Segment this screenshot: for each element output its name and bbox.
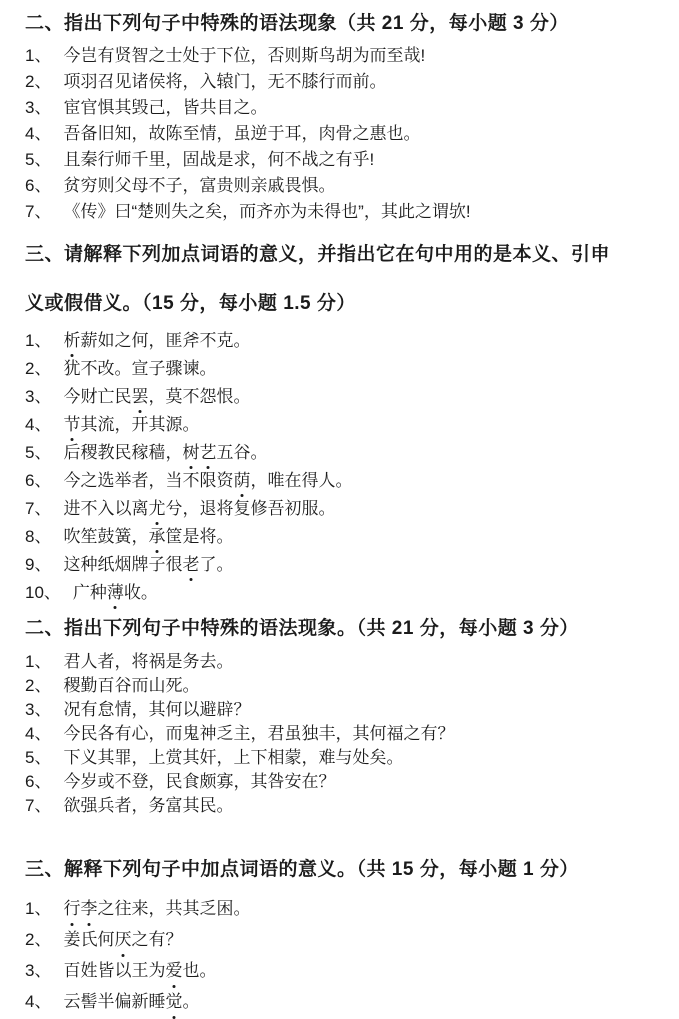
exercise-item — [25, 551, 659, 579]
item-number: 7、 — [25, 796, 52, 815]
exercise-item — [25, 893, 659, 924]
exercise-item — [25, 43, 659, 69]
emphasized-char: 厌 — [114, 924, 131, 955]
item-number: 7、 — [25, 499, 52, 518]
exercise-item — [25, 523, 659, 551]
item-number: 3、 — [25, 961, 52, 980]
item-number: 3、 — [25, 98, 52, 117]
item-text: 宦官惧其毁己，皆共目之。 — [63, 98, 268, 117]
exercise-item — [25, 147, 659, 173]
emphasized-char: 节 — [63, 411, 80, 439]
section-grammar-exercise-1 — [25, 10, 659, 225]
item-text: 下义其罪，上赏其奸，上下相蒙，难与处矣。 — [63, 748, 404, 767]
emphasized-char: 树 — [182, 439, 199, 467]
emphasized-char: 李 — [80, 893, 97, 924]
item-number: 8、 — [25, 527, 52, 546]
section-heading-line-2: 义或假借义。（15 分，每小题 1.5 分） — [25, 293, 356, 314]
item-number: 4、 — [25, 992, 52, 1011]
emphasized-char: 析 — [63, 327, 80, 355]
exercise-item — [25, 794, 659, 818]
exercise-item — [25, 955, 659, 986]
item-text: 项羽召见诸侯将，入辕门，无不膝行而前。 — [63, 72, 387, 91]
exercise-item — [25, 121, 659, 147]
item-text: 节其流，开其源。 — [63, 415, 199, 434]
item-number: 10、 — [25, 583, 61, 602]
section-heading-line-1: 三、请解释下列加点词语的意义，并指出它在句中用的是本义、引申 — [25, 244, 611, 265]
emphasized-char: 觉 — [165, 986, 182, 1017]
exercise-item — [25, 355, 659, 383]
item-text: 今岂有贤智之士处于下位，否则斯鸟胡为而至哉! — [63, 46, 426, 65]
item-text: 析薪如之何，匪斧不克。 — [63, 331, 250, 350]
exercise-item — [25, 495, 659, 523]
exercise-item — [25, 327, 659, 355]
section-grammar-exercise-2 — [25, 615, 659, 818]
item-number: 2、 — [25, 676, 52, 695]
item-text: 贫穷则父母不子，富贵则亲戚畏惧。 — [63, 176, 336, 195]
exercise-item — [25, 674, 659, 698]
exercise-item — [25, 650, 659, 674]
emphasized-char: 荫 — [233, 467, 250, 495]
item-list — [25, 327, 659, 607]
item-number: 1、 — [25, 899, 52, 918]
item-number: 1、 — [25, 331, 52, 350]
exercise-item — [25, 467, 659, 495]
exercise-item — [25, 924, 659, 955]
item-number: 3、 — [25, 700, 52, 719]
item-text: 广种薄收。 — [73, 583, 158, 602]
item-text: 吾备旧知，故陈至情，虽逆于耳，肉骨之惠也。 — [63, 124, 421, 143]
item-number: 6、 — [25, 772, 52, 791]
item-text: 这种纸烟牌子很老了。 — [63, 555, 233, 574]
item-number: 4、 — [25, 415, 52, 434]
exercise-item — [25, 722, 659, 746]
item-number: 4、 — [25, 124, 52, 143]
item-number: 2、 — [25, 359, 52, 378]
section-heading: 二、指出下列句子中特殊的语法现象（共 21 分，每小题 3 分） — [25, 13, 569, 34]
item-number: 7、 — [25, 202, 52, 221]
item-text: 君人者，将祸是务去。 — [63, 652, 234, 671]
item-text: 欲强兵者，务富其民。 — [63, 796, 234, 815]
emphasized-char: 罢 — [131, 383, 148, 411]
emphasized-char: 尤 — [148, 495, 165, 523]
item-list — [25, 893, 659, 1017]
item-list — [25, 650, 659, 818]
item-number: 1、 — [25, 652, 52, 671]
item-number: 1、 — [25, 46, 52, 65]
exercise-item — [25, 770, 659, 794]
emphasized-char: 行 — [63, 893, 80, 924]
exercise-item — [25, 69, 659, 95]
item-text: 姜氏何厌之有？ — [63, 930, 182, 949]
section-heading: 二、指出下列句子中特殊的语法现象。（共 21 分，每小题 3 分） — [25, 618, 579, 639]
item-number: 9、 — [25, 555, 52, 574]
item-number: 4、 — [25, 724, 52, 743]
emphasized-char: 艺 — [199, 439, 216, 467]
item-text: 今之选举者，当不限资荫，唯在得人。 — [63, 471, 352, 490]
exercise-item — [25, 746, 659, 770]
exercise-item — [25, 579, 659, 607]
item-text: 后稷教民稼穑，树艺五谷。 — [63, 443, 267, 462]
item-text: 今岁或不登，民食颇寡，其咎安在？ — [63, 772, 336, 791]
item-text: 百姓皆以王为爱也。 — [63, 961, 216, 980]
item-number: 2、 — [25, 930, 52, 949]
exercise-item — [25, 383, 659, 411]
item-text: 行李之往来，共其乏困。 — [63, 899, 250, 918]
item-number: 3、 — [25, 387, 52, 406]
item-number: 5、 — [25, 150, 52, 169]
item-number: 6、 — [25, 176, 52, 195]
exercise-item — [25, 986, 659, 1017]
exercise-item — [25, 411, 659, 439]
item-number: 2、 — [25, 72, 52, 91]
item-text: 今民各有心，而鬼神乏主，君虽独丰，其何福之有？ — [63, 724, 455, 743]
item-text: 《传》曰“楚则失之矣，而齐亦为未得也”，其此之谓欤! — [63, 202, 471, 221]
item-number: 6、 — [25, 471, 52, 490]
item-text: 云髻半偏新睡觉。 — [63, 992, 199, 1011]
exercise-item — [25, 173, 659, 199]
section-word-meaning-exercise-1 — [25, 241, 659, 607]
section-heading: 三、解释下列句子中加点词语的意义。（共 15 分，每小题 1 分） — [25, 859, 579, 880]
item-text: 且秦行师千里，固战是求，何不战之有乎! — [63, 150, 375, 169]
item-number: 5、 — [25, 443, 52, 462]
exercise-item — [25, 95, 659, 121]
item-text: 今财亡民罢，莫不怨恨。 — [63, 387, 250, 406]
emphasized-char: 薄 — [107, 579, 124, 607]
emphasized-char: 爱 — [165, 955, 182, 986]
item-text: 稷勤百谷而山死。 — [63, 676, 200, 695]
item-number: 5、 — [25, 748, 52, 767]
item-text: 况有怠情，其何以避辟？ — [63, 700, 251, 719]
item-text: 犹不改。宣子骤谏。 — [63, 359, 217, 378]
exercise-item — [25, 698, 659, 722]
emphasized-char: 承 — [148, 523, 165, 551]
section-word-meaning-exercise-2 — [25, 856, 659, 1017]
emphasized-char: 老 — [182, 551, 199, 579]
item-list — [25, 43, 659, 225]
item-text: 进不入以离尤兮，退将复修吾初服。 — [63, 499, 335, 518]
exercise-item — [25, 439, 659, 467]
exercise-item — [25, 199, 659, 225]
item-text: 吹笙鼓簧，承筐是将。 — [63, 527, 233, 546]
